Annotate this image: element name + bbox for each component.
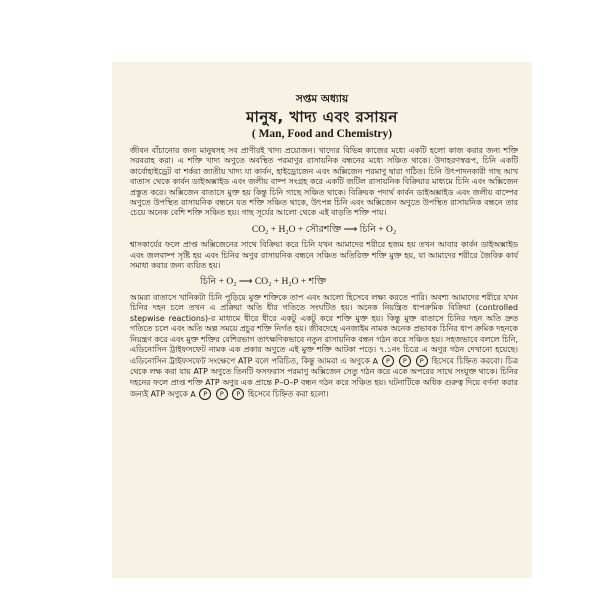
paragraph-3	[130, 293, 518, 400]
paragraph-3-end: হিসেবে চিহ্নিত করা হলো।	[247, 389, 329, 399]
equation-respiration: চিনি + O₂ ⟶ CO₂ + H₂O + শক্তি	[200, 277, 327, 288]
equation-photosynthesis: CO₂ + H₂O + সৌরশক্তি ⟶ চিনি + O₂	[251, 224, 397, 235]
atp-symbol-2	[190, 390, 247, 399]
atp2-p1-circle: P	[199, 388, 211, 400]
atp2-p2-circle: P	[216, 388, 228, 400]
chapter-label: সপ্তম অধ্যায়	[295, 93, 349, 105]
atp-p2-circle: P	[399, 355, 411, 367]
paragraph-2: শ্বাসকার্যের ফলে প্রাপ্ত অক্সিজেনের সাথে বিক্রিয়া করে চিনি যখন আমাদের শরীরে হজম হয় তখন আবার কার্বন ডাইঅক্সাইড এবং জলবাষ্প সৃষ্টি হয় এবং চিনির অণুর রাসায়নিক বন্ধনে সঞ্চিত অতিরিক্ত শক্তি মুক্ত হয়, যা আমাদের শরীরে জৈবিক কার্য সমাধা করার জন্য ব্যয়িত হয়।	[130, 240, 518, 271]
body-text	[130, 146, 518, 400]
paragraph-3-tail: হিসেবে চিহ্নিত করবো। চিত্র থেকে লক্ষ করা যায় ATP অণুতে তিনটি ফসফরাস পরমাণু অক্সিজেন সেতু গঠন করে একে অপরের সাথে সংযুক্ত থাকে। চিনির দহনের ফলে প্রাপ্ত শক্তি ATP অণুর এক প্রান্তে P–O–P বন্ধন গঠন করে সঞ্চিত হয়। ঘটনাটিকে অধিক গুরুত্ব দিয়ে বর্ণনা করার জন্যই ATP অণুকে	[130, 356, 518, 399]
paragraph-1: জীবন বাঁচানোর জন্য মানুষসহ সব প্রাণীরই খাদ্য প্রয়োজন। খাদ্যের বিভিন্ন কাজের মধ্যে একটি হলো কাজ করার জন্য শক্তি সরবরাহ করা। এ শক্তি খাদ্য অণুতে অবস্থিত পরমাণুর রাসায়নিক বন্ধনের মধ্যে সঞ্চিত থাকে। উদাহরণস্বরূপ, চিনি একটি কার্বোহাইড্রেট বা শর্করা জাতীয় খাদ্য যা কার্বন, হাইড্রোজেন এবং অক্সিজেন পরমাণু দ্বারা গঠিত। চিনি উৎপাদনকারী গাছ আখ বাতাস থেকে কার্বন ডাইঅক্সাইড এবং জলীয় বাষ্প সংগ্রহ করে একটি জটিল রাসায়নিক বিক্রিয়ার মাধ্যমে চিনি এবং অক্সিজেন প্রস্তুত করে। অক্সিজেন বাতাসে মুক্ত হয় কিন্তু চিনি গাছে সঞ্চিত থাকে। বিক্রিয়ক পদার্থ কার্বন ডাইঅক্সাইড এবং জলীয় বাষ্পের অণুতে উপস্থিত রাসায়নিক বন্ধনে যত শক্তি সঞ্চিত থাকে, উৎপন্ন চিনি এবং অক্সিজেন অণুতে উপস্থিত রাসায়নিক বন্ধনে তার চেয়ে অনেক বেশি শক্তি সঞ্চিত হয়। গাছ সূর্যের আলো থেকে এই বাড়তি শক্তি পায়।	[130, 146, 518, 218]
chapter-title: মানুষ, খাদ্য এবং রসায়ন	[246, 108, 398, 126]
chapter-subtitle: ( Man, Food and Chemistry)	[251, 128, 393, 140]
atp2-p3-circle: P	[232, 388, 244, 400]
paragraph-3-text: আমরা বাতাসে খানিকটা চিনি পুড়িয়ে মুক্ত শক্তিকে তাপ এবং আলো হিসেবে লক্ষ্য করতে পারি। অবশ্য আমাদের শরীরে যখন চিনির দহন চলে তখন এ প্রক্রিয়া অতি ধীর গতিতে সংঘটিত হয়। অনেক নিয়ন্ত্রিত ধাপক্রমিক বিক্রিয়া (controlled stepwise reactions)-র মাধ্যমে ধীরে ধীরে একটু একটু করে শক্তি মুক্ত হয়। কিন্তু মুক্ত বাতাসে চিনির দহন অতি দ্রুত গতিতে চলে এবং অতি অল্প সময়ে প্রচুর শক্তি নির্গত হয়। জীবদেহে এনজাইম নামক অনেক প্রভাবক চিনির ধাপ ক্রমিক দহনকে নিয়ন্ত্রণ করে এবং মুক্ত শক্তির বেশিরভাগ তাৎক্ষণিকভাবে নতুন রাসায়নিক বন্ধন গঠন করে সঞ্চিত হয়। সহজভাবে বললে চিনি, এডিনোসিন ট্রাইফসফেট নামক এক প্রকার অণুতে এই মুক্ত শক্তি আটকা পড়ে। ৭.১নং চিত্রে এ অণুর গঠন দেখানো হয়েছে। এডিনোসিন ট্রাইফসফেট সংক্ষেপে ATP বলে পরিচিত, কিন্তু আমরা এ অণুকে	[130, 292, 518, 366]
atp2-a: A	[190, 389, 196, 399]
atp-a: A	[372, 356, 379, 366]
atp-p1-circle: P	[382, 355, 394, 367]
book-page	[112, 62, 532, 578]
atp-symbol	[373, 357, 432, 366]
atp-p3-circle: P	[416, 355, 428, 367]
